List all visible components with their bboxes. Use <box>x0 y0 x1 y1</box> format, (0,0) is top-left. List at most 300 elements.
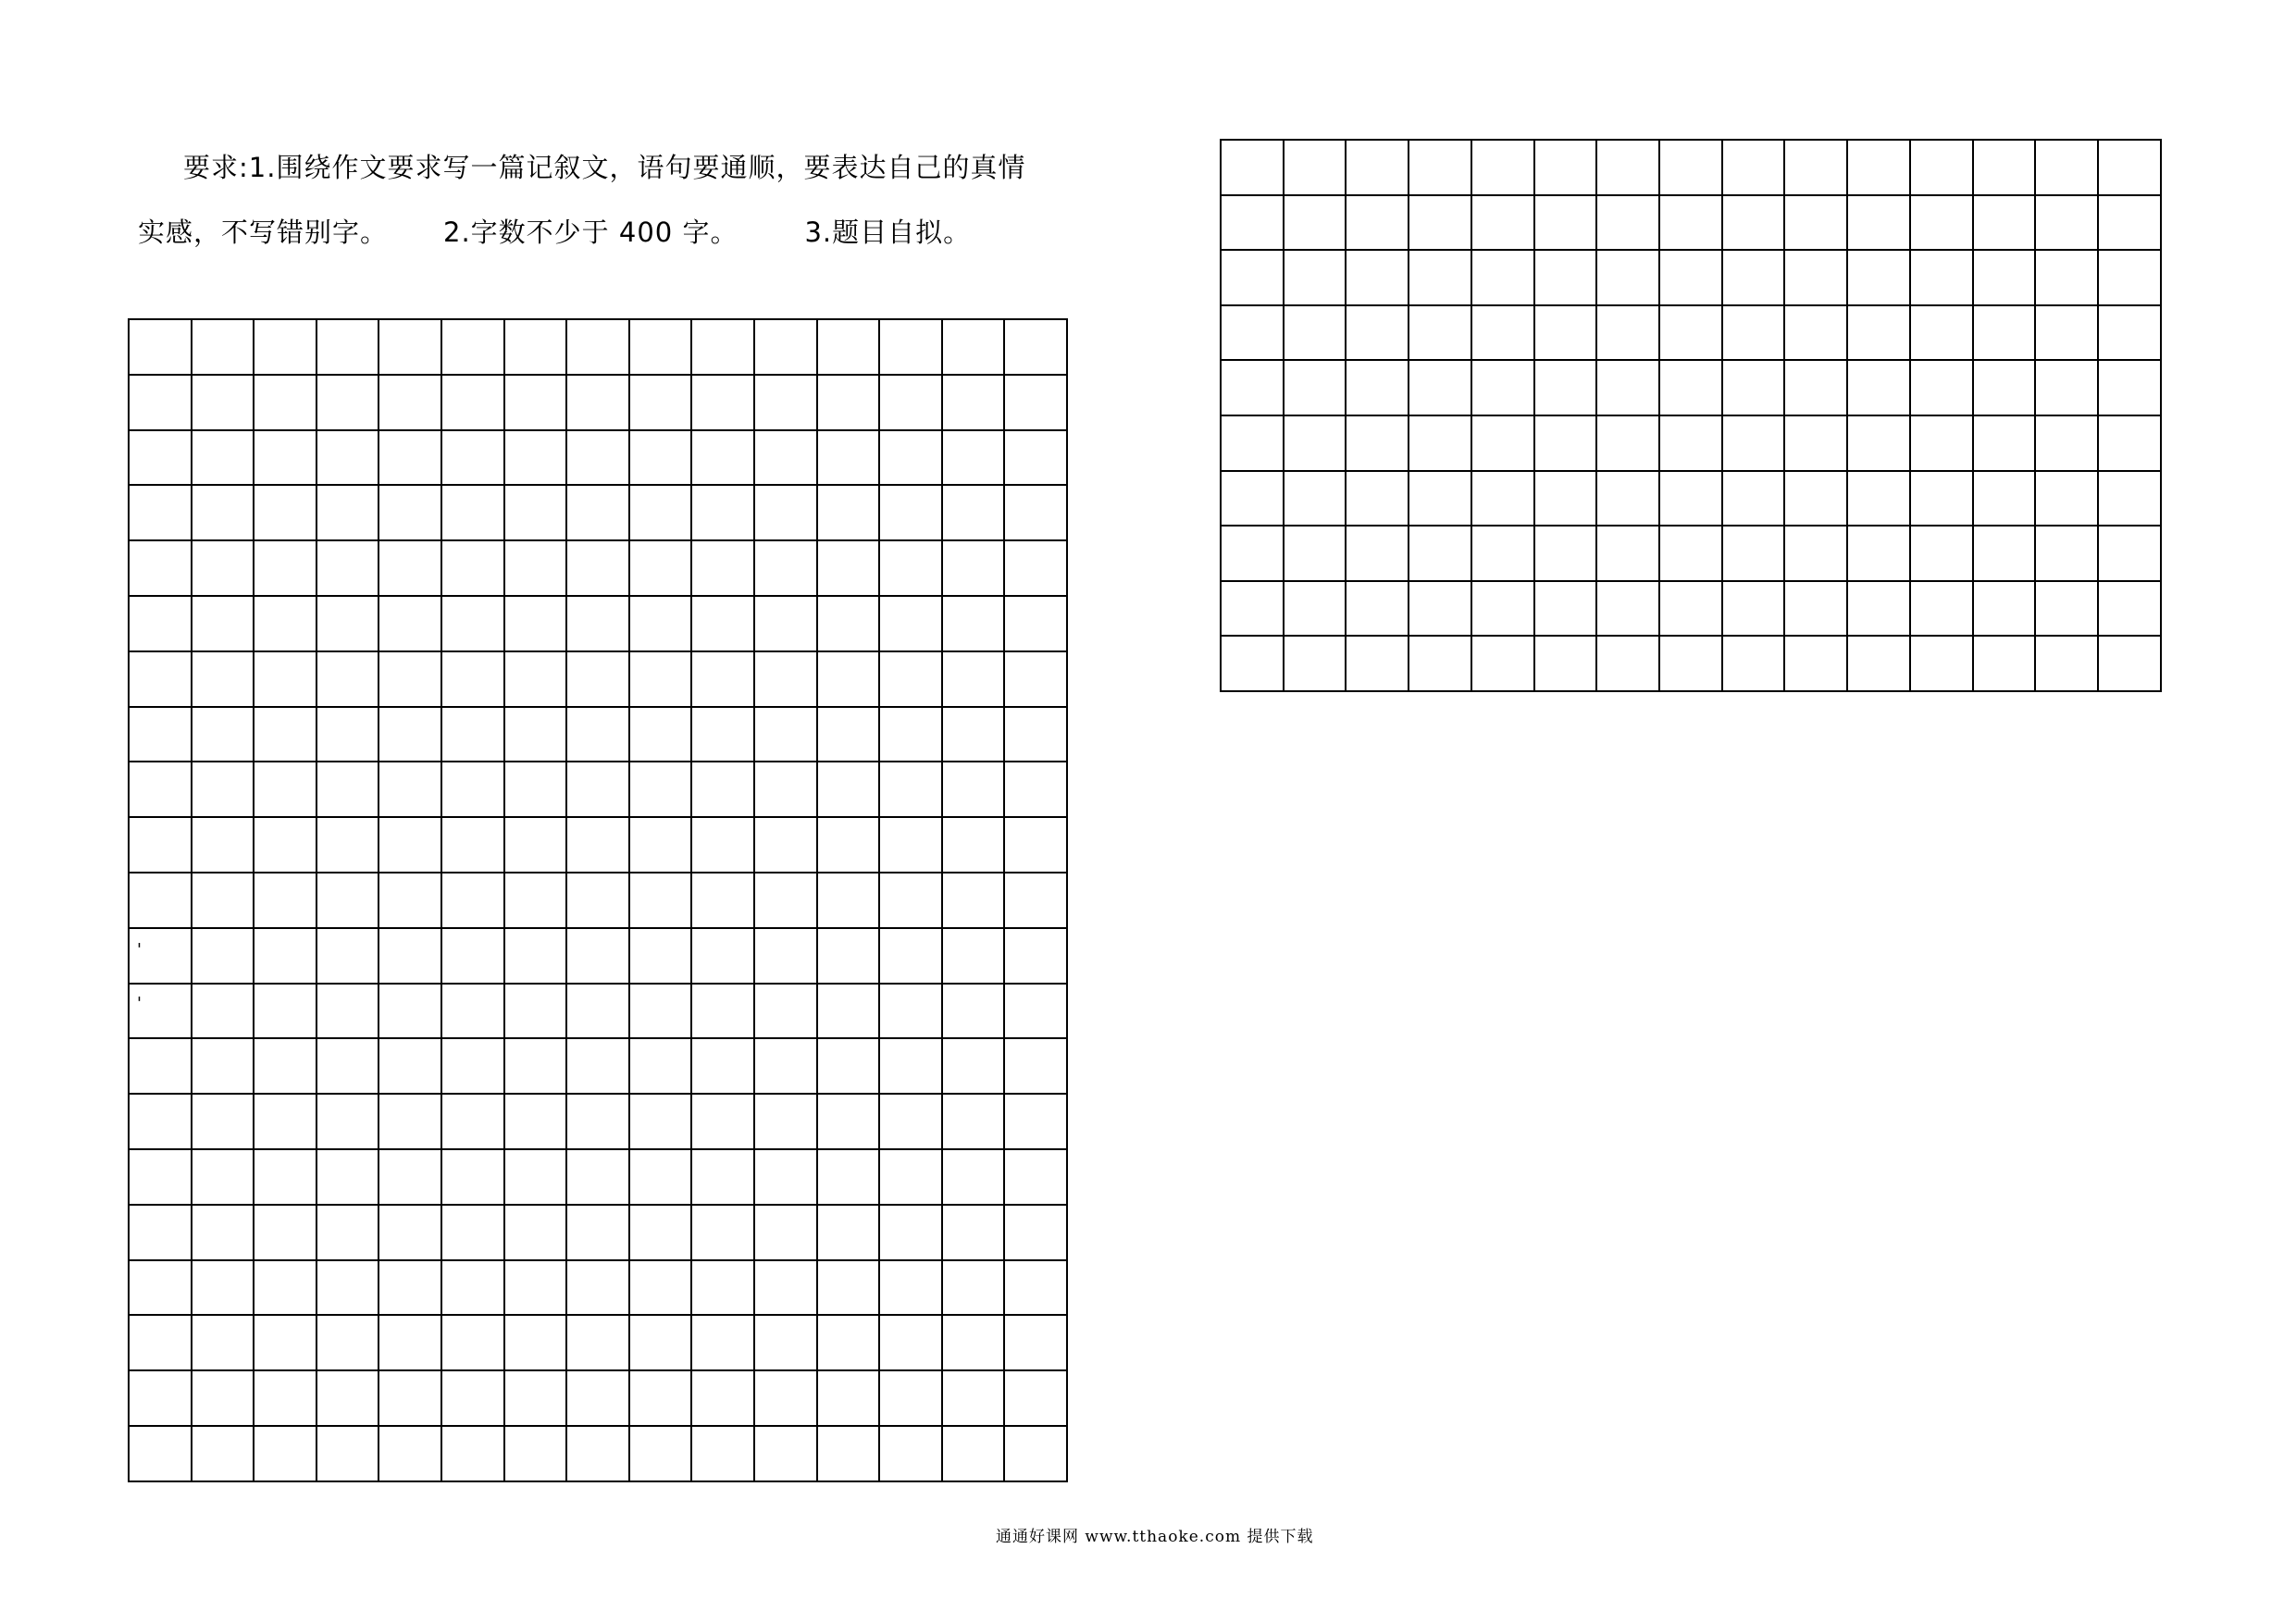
grid-cell <box>629 540 692 596</box>
grid-cell <box>129 1038 192 1094</box>
grid-cell <box>1221 140 1284 195</box>
grid-cell <box>1596 305 1659 361</box>
grid-cell <box>316 1038 379 1094</box>
grid-cell <box>1471 415 1534 471</box>
grid-cell <box>942 762 1005 817</box>
grid-cell <box>1409 471 1471 527</box>
grid-cell <box>504 1205 567 1260</box>
grid-cell <box>2098 195 2161 251</box>
grid-cell <box>2098 140 2161 195</box>
grid-cell <box>1973 195 2036 251</box>
grid-cell <box>1973 360 2036 415</box>
grid-cell <box>379 1260 441 1316</box>
grid-cell <box>379 375 441 430</box>
grid-cell <box>1973 526 2036 581</box>
grid-cell <box>817 873 880 928</box>
grid-cell <box>1659 195 1722 251</box>
grid-cell <box>942 984 1005 1039</box>
grid-cell <box>691 485 754 540</box>
grid-cell <box>1910 415 1973 471</box>
grid-cell <box>566 540 629 596</box>
grid-cell <box>192 1149 254 1205</box>
grid-cell <box>942 430 1005 486</box>
grid-cell <box>2035 360 2098 415</box>
grid-cell <box>379 984 441 1039</box>
grid-cell <box>879 596 942 651</box>
grid-cell <box>254 540 316 596</box>
grid-cell <box>504 707 567 762</box>
grid-cell <box>817 485 880 540</box>
grid-cell <box>2035 636 2098 691</box>
grid-cell <box>691 596 754 651</box>
grid-cell <box>441 984 504 1039</box>
grid-cell <box>1409 250 1471 305</box>
grid-row <box>129 1426 1067 1481</box>
grid-cell <box>1722 305 1785 361</box>
grid-cell <box>942 707 1005 762</box>
grid-cell <box>1284 581 1347 637</box>
grid-cell <box>441 928 504 984</box>
grid-cell <box>1973 250 2036 305</box>
grid-cell <box>316 817 379 873</box>
grid-cell <box>754 1094 817 1149</box>
grid-cell <box>1346 305 1409 361</box>
grid-cell <box>1722 581 1785 637</box>
grid-cell <box>942 596 1005 651</box>
grid-cell <box>942 375 1005 430</box>
grid-cell <box>441 762 504 817</box>
grid-cell <box>879 1260 942 1316</box>
grid-cell <box>1722 636 1785 691</box>
grid-cell <box>754 1315 817 1370</box>
grid-row <box>1221 415 2161 471</box>
grid-cell <box>629 1426 692 1481</box>
grid-cell <box>1004 817 1067 873</box>
grid-cell <box>1722 526 1785 581</box>
grid-cell <box>879 1094 942 1149</box>
grid-cell <box>1346 360 1409 415</box>
grid-cell <box>629 375 692 430</box>
grid-cell <box>441 319 504 375</box>
grid-cell <box>129 1205 192 1260</box>
grid-row <box>129 762 1067 817</box>
grid-cell <box>691 1426 754 1481</box>
grid-cell <box>754 1149 817 1205</box>
grid-cell <box>1973 636 2036 691</box>
grid-cell <box>1284 415 1347 471</box>
grid-cell <box>1722 140 1785 195</box>
grid-row <box>129 540 1067 596</box>
grid-cell <box>1910 360 1973 415</box>
grid-cell <box>1409 195 1471 251</box>
grid-cell <box>691 375 754 430</box>
grid-cell <box>379 928 441 984</box>
grid-cell <box>879 762 942 817</box>
grid-cell <box>1221 581 1284 637</box>
grid-cell <box>1221 471 1284 527</box>
grid-cell <box>1534 581 1597 637</box>
grid-cell <box>379 485 441 540</box>
grid-cell <box>504 430 567 486</box>
grid-cell <box>754 873 817 928</box>
grid-cell <box>379 1038 441 1094</box>
grid-cell <box>817 596 880 651</box>
grid-cell <box>192 651 254 707</box>
grid-cell <box>629 1038 692 1094</box>
grid-cell <box>379 319 441 375</box>
grid-cell <box>879 540 942 596</box>
grid-cell <box>1722 360 1785 415</box>
grid-cell <box>192 319 254 375</box>
grid-cell <box>1534 471 1597 527</box>
grid-cell <box>504 984 567 1039</box>
grid-cell <box>1004 762 1067 817</box>
grid-row <box>129 319 1067 375</box>
grid-cell <box>1973 581 2036 637</box>
grid-cell <box>754 319 817 375</box>
grid-cell <box>817 1315 880 1370</box>
grid-cell <box>504 1038 567 1094</box>
grid-cell <box>566 817 629 873</box>
grid-cell <box>1004 1315 1067 1370</box>
grid-cell <box>1221 195 1284 251</box>
grid-cell <box>1004 1094 1067 1149</box>
grid-cell <box>629 430 692 486</box>
grid-cell <box>254 707 316 762</box>
grid-cell <box>504 651 567 707</box>
grid-cell <box>879 1149 942 1205</box>
grid-row <box>1221 195 2161 251</box>
grid-cell <box>942 873 1005 928</box>
grid-cell <box>192 1426 254 1481</box>
grid-cell <box>1910 526 1973 581</box>
grid-cell <box>316 1149 379 1205</box>
grid-cell <box>254 1260 316 1316</box>
grid-cell <box>441 651 504 707</box>
grid-cell <box>1910 636 1973 691</box>
grid-cell <box>192 1094 254 1149</box>
grid-cell <box>1471 360 1534 415</box>
grid-cell <box>1847 471 1910 527</box>
grid-cell <box>316 375 379 430</box>
grid-cell <box>504 762 567 817</box>
grid-cell <box>129 485 192 540</box>
grid-cell <box>1471 471 1534 527</box>
grid-cell <box>129 540 192 596</box>
grid-cell <box>691 762 754 817</box>
grid-cell <box>1659 360 1722 415</box>
grid-cell <box>441 375 504 430</box>
grid-cell <box>316 1315 379 1370</box>
grid-row <box>129 1094 1067 1149</box>
grid-cell <box>192 1315 254 1370</box>
grid-cell <box>129 1370 192 1426</box>
grid-cell <box>566 375 629 430</box>
grid-cell <box>379 817 441 873</box>
grid-cell <box>1409 140 1471 195</box>
grid-cell <box>192 1370 254 1426</box>
grid-cell <box>1409 305 1471 361</box>
grid-cell <box>566 1094 629 1149</box>
grid-cell <box>1596 415 1659 471</box>
grid-cell <box>192 873 254 928</box>
grid-cell <box>1910 581 1973 637</box>
grid-cell <box>192 485 254 540</box>
grid-cell <box>629 485 692 540</box>
grid-cell <box>1722 471 1785 527</box>
grid-cell <box>1659 636 1722 691</box>
grid-row <box>129 485 1067 540</box>
grid-cell <box>566 762 629 817</box>
grid-cell <box>817 1370 880 1426</box>
grid-cell <box>316 485 379 540</box>
grid-cell <box>316 984 379 1039</box>
grid-cell <box>2035 415 2098 471</box>
grid-cell <box>2098 636 2161 691</box>
grid-cell <box>629 984 692 1039</box>
grid-cell <box>1722 250 1785 305</box>
grid-cell <box>379 651 441 707</box>
grid-cell <box>379 873 441 928</box>
grid-row <box>1221 250 2161 305</box>
grid-cell <box>1659 526 1722 581</box>
grid-cell <box>1784 581 1847 637</box>
grid-cell <box>1284 471 1347 527</box>
grid-cell <box>1659 250 1722 305</box>
grid-cell <box>1004 1260 1067 1316</box>
grid-cell <box>566 1149 629 1205</box>
grid-cell <box>629 319 692 375</box>
grid-cell <box>1284 250 1347 305</box>
grid-cell <box>1722 195 1785 251</box>
grid-cell <box>629 596 692 651</box>
grid-cell <box>629 817 692 873</box>
grid-cell <box>1221 636 1284 691</box>
grid-cell <box>1534 526 1597 581</box>
grid-cell <box>691 984 754 1039</box>
grid-cell <box>316 319 379 375</box>
grid-cell <box>504 1426 567 1481</box>
grid-cell <box>441 1315 504 1370</box>
grid-cell <box>379 707 441 762</box>
grid-cell <box>1596 636 1659 691</box>
grid-cell <box>379 762 441 817</box>
grid-cell <box>129 1315 192 1370</box>
grid-cell <box>754 817 817 873</box>
grid-cell <box>879 1038 942 1094</box>
grid-cell <box>629 928 692 984</box>
grid-cell <box>1004 1038 1067 1094</box>
grid-cell <box>504 1315 567 1370</box>
grid-cell <box>379 540 441 596</box>
grid-cell <box>1847 526 1910 581</box>
grid-cell <box>504 1149 567 1205</box>
grid-cell <box>942 928 1005 984</box>
grid-cell <box>2098 250 2161 305</box>
grid-cell <box>691 1094 754 1149</box>
grid-row <box>1221 636 2161 691</box>
grid-cell <box>129 596 192 651</box>
grid-cell <box>192 707 254 762</box>
grid-row <box>1221 140 2161 195</box>
grid-cell <box>316 651 379 707</box>
grid-cell <box>879 1370 942 1426</box>
grid-cell <box>1471 581 1534 637</box>
grid-cell <box>2098 305 2161 361</box>
grid-cell <box>1973 140 2036 195</box>
grid-row <box>129 1315 1067 1370</box>
grid-cell <box>1284 305 1347 361</box>
grid-cell <box>754 928 817 984</box>
grid-cell <box>192 762 254 817</box>
grid-cell <box>817 1149 880 1205</box>
grid-cell <box>1409 360 1471 415</box>
grid-cell <box>1534 140 1597 195</box>
grid-cell <box>754 1038 817 1094</box>
grid-cell <box>817 984 880 1039</box>
grid-cell <box>754 540 817 596</box>
grid-cell <box>817 319 880 375</box>
grid-cell <box>754 707 817 762</box>
grid-cell <box>1004 1149 1067 1205</box>
grid-cell <box>566 319 629 375</box>
grid-cell <box>754 762 817 817</box>
grid-cell <box>566 1038 629 1094</box>
grid-cell <box>1659 471 1722 527</box>
grid-cell <box>1004 430 1067 486</box>
grid-cell <box>1346 471 1409 527</box>
grid-cell <box>1284 195 1347 251</box>
grid-cell <box>1659 305 1722 361</box>
grid-cell <box>691 1370 754 1426</box>
grid-cell <box>504 1370 567 1426</box>
grid-cell <box>379 596 441 651</box>
grid-cell <box>1973 471 2036 527</box>
grid-cell <box>1784 195 1847 251</box>
grid-cell <box>566 1370 629 1426</box>
grid-cell <box>379 1315 441 1370</box>
grid-cell <box>254 596 316 651</box>
grid-cell <box>754 430 817 486</box>
grid-cell <box>629 651 692 707</box>
grid-cell <box>1847 581 1910 637</box>
grid-cell <box>817 1038 880 1094</box>
grid-cell <box>441 1260 504 1316</box>
grid-cell <box>817 817 880 873</box>
grid-cell <box>316 1370 379 1426</box>
grid-cell <box>254 485 316 540</box>
grid-cell <box>691 430 754 486</box>
grid-cell <box>316 1205 379 1260</box>
grid-cell <box>192 596 254 651</box>
grid-cell <box>254 375 316 430</box>
grid-cell <box>1346 581 1409 637</box>
grid-cell <box>1221 305 1284 361</box>
grid-cell <box>1284 636 1347 691</box>
grid-cell <box>379 1370 441 1426</box>
grid-cell <box>379 1205 441 1260</box>
grid-cell <box>754 651 817 707</box>
grid-cell <box>254 762 316 817</box>
grid-cell <box>316 762 379 817</box>
grid-cell <box>566 1315 629 1370</box>
grid-cell <box>254 1205 316 1260</box>
grid-cell <box>254 1315 316 1370</box>
grid-cell <box>1659 140 1722 195</box>
grid-cell <box>316 1426 379 1481</box>
grid-cell <box>942 485 1005 540</box>
grid-cell <box>942 319 1005 375</box>
grid-cell <box>1534 415 1597 471</box>
grid-row <box>1221 581 2161 637</box>
grid-cell <box>2035 140 2098 195</box>
footer-source: 通通好课网 www.tthaoke.com 提供下载 <box>996 1528 1314 1546</box>
grid-cell <box>2098 360 2161 415</box>
grid-cell <box>379 1094 441 1149</box>
grid-cell <box>504 1260 567 1316</box>
grid-cell <box>504 873 567 928</box>
grid-cell <box>879 873 942 928</box>
grid-cell <box>942 1038 1005 1094</box>
grid-cell <box>754 984 817 1039</box>
grid-cell <box>879 1205 942 1260</box>
grid-cell <box>754 1426 817 1481</box>
grid-row <box>129 1038 1067 1094</box>
grid-cell <box>504 596 567 651</box>
grid-cell <box>129 817 192 873</box>
grid-cell <box>129 1426 192 1481</box>
grid-cell <box>1471 195 1534 251</box>
grid-cell <box>254 1149 316 1205</box>
grid-cell <box>1596 140 1659 195</box>
grid-cell <box>754 596 817 651</box>
grid-cell <box>879 375 942 430</box>
grid-cell <box>1910 471 1973 527</box>
grid-cell <box>254 319 316 375</box>
grid-cell <box>1784 415 1847 471</box>
grid-cell <box>441 873 504 928</box>
grid-cell <box>817 375 880 430</box>
grid-row <box>1221 360 2161 415</box>
grid-cell <box>879 707 942 762</box>
grid-cell <box>316 430 379 486</box>
grid-cell <box>566 596 629 651</box>
grid-cell <box>691 319 754 375</box>
grid-cell <box>192 928 254 984</box>
grid-cell <box>441 817 504 873</box>
grid-cell <box>566 651 629 707</box>
grid-cell <box>379 430 441 486</box>
grid-cell <box>1004 1426 1067 1481</box>
grid-cell <box>1659 415 1722 471</box>
grid-cell <box>629 707 692 762</box>
grid-cell <box>441 1094 504 1149</box>
grid-cell <box>629 1205 692 1260</box>
grid-cell <box>316 707 379 762</box>
grid-cell <box>1784 250 1847 305</box>
grid-cell <box>942 1260 1005 1316</box>
grid-cell <box>1221 360 1284 415</box>
grid-cell <box>1004 1205 1067 1260</box>
grid-cell <box>691 1149 754 1205</box>
grid-cell <box>691 707 754 762</box>
grid-cell <box>129 651 192 707</box>
grid-cell <box>879 430 942 486</box>
grid-cell <box>629 873 692 928</box>
grid-cell <box>1471 526 1534 581</box>
grid-cell <box>379 1149 441 1205</box>
grid-cell <box>1847 140 1910 195</box>
